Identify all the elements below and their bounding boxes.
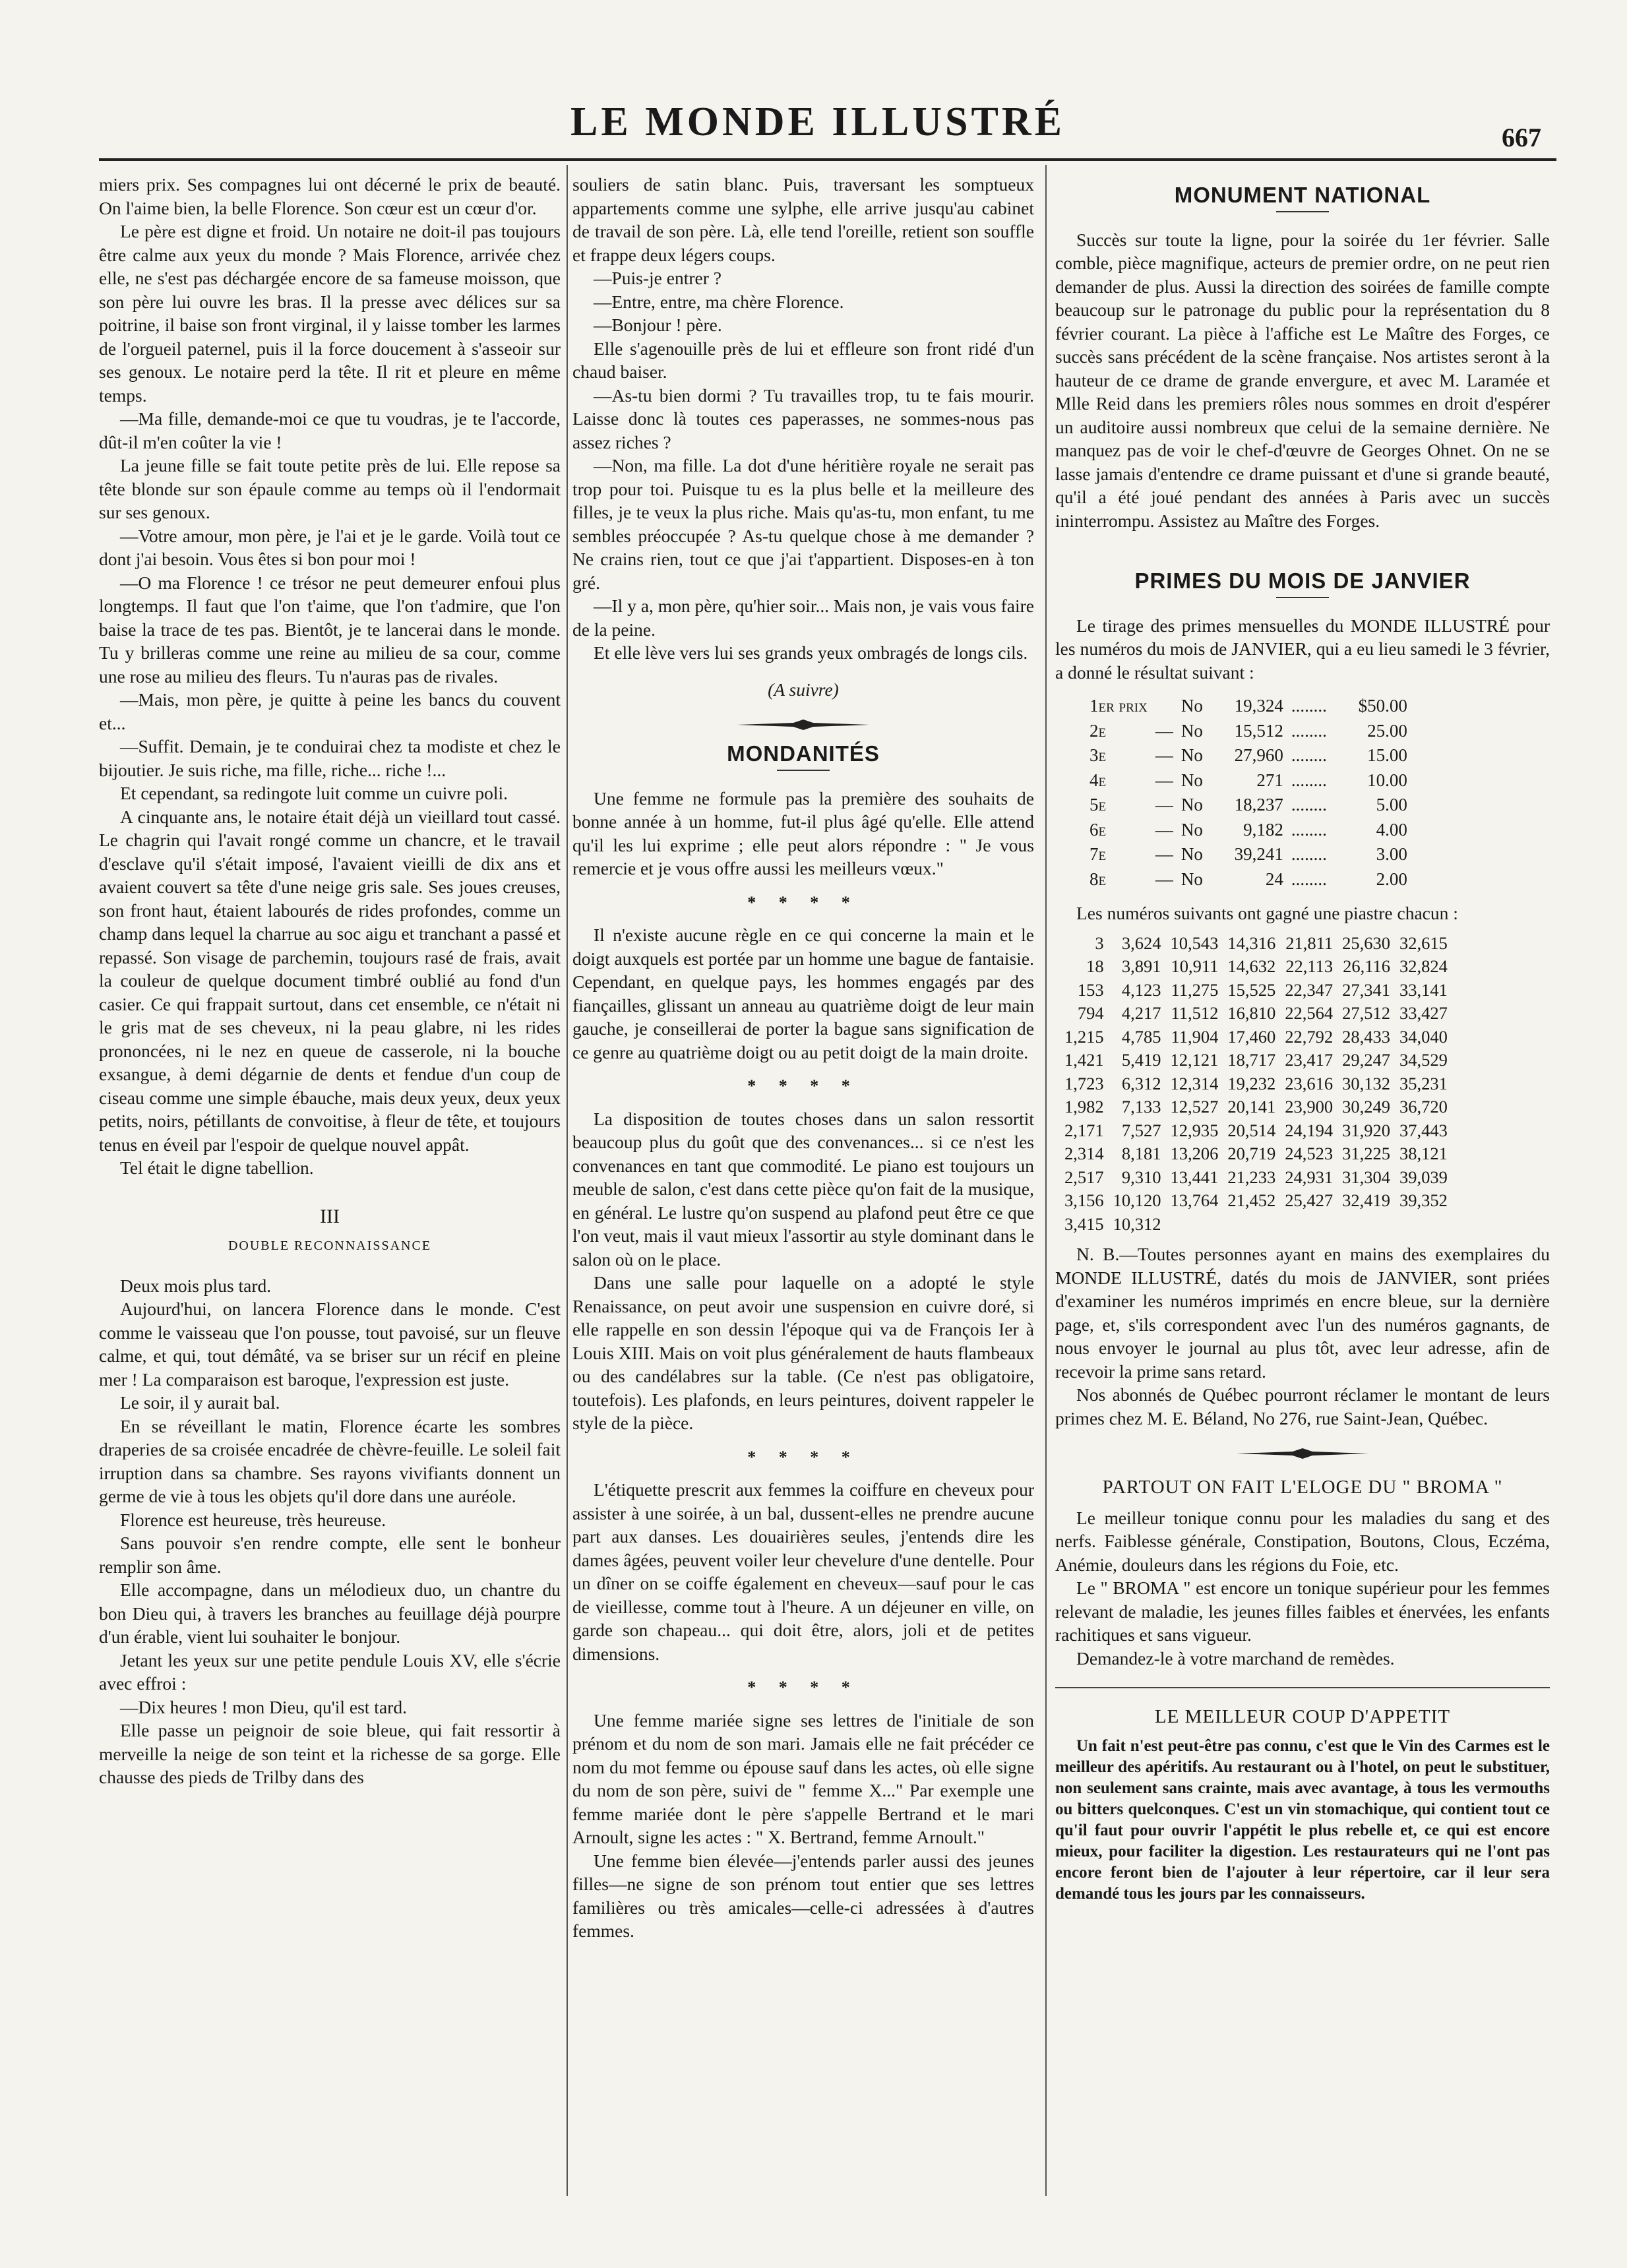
paragraph: L'étiquette prescrit aux femmes la coiffure en cheveux pour assister à une soirée, à un bal, dussent-elles ne prendre aucune part aux danses. Les douairières seules, j'entends dire les dames âgées, peuvent voiler leur chevelure d'une dentelle. Pour un dîner on se coiffe également en cheveux—sauf pour le cas de vieillesse, comme tout à l'heure. A un déjeuner en ville, on garde son chapeau... qui doit être, alors, joli et de petites dimensions. (572, 1479, 1034, 1664)
prize-dots: ........ (1291, 844, 1327, 864)
column-divider (1045, 165, 1047, 2196)
prize-number: 39,241 (1234, 844, 1283, 864)
winning-number: 10,312 (1113, 1213, 1161, 1234)
winning-number: 7,527 (1121, 1120, 1161, 1140)
winning-row (1055, 955, 1448, 979)
winning-row (1055, 1072, 1448, 1096)
winning-number: 23,616 (1285, 1073, 1334, 1093)
winning-number: 32,419 (1342, 1190, 1390, 1210)
prize-dash: — (1155, 819, 1173, 840)
winning-number: 3,156 (1064, 1190, 1104, 1210)
winning-number (1390, 1213, 1448, 1237)
paragraph: —Puis-je entrer ? (594, 268, 721, 288)
prize-number: 24 (1265, 869, 1283, 889)
winning-number: 11,275 (1171, 979, 1219, 1000)
winning-row (1055, 1166, 1448, 1190)
winning-number: 1,982 (1064, 1097, 1104, 1117)
winning-number: 3,415 (1064, 1213, 1104, 1234)
paragraph: Tel était le digne tabellion. (120, 1157, 314, 1178)
page-number: 667 (1502, 123, 1541, 152)
ornament-divider (572, 720, 1034, 730)
paragraph: Et cependant, sa redingote luit comme un cuivre poli. (120, 783, 508, 803)
winning-number: 29,247 (1342, 1050, 1390, 1070)
prize-no-label: No (1181, 696, 1203, 716)
winning-number: 38,121 (1399, 1144, 1448, 1163)
mondanites-heading: MONDANITÉS (727, 741, 880, 766)
winning-number (1333, 1213, 1390, 1237)
paragraph: Elle passe un peignoir de soie bleue, qui fait ressortir à merveille la neige de son teint et la richesse de sa gorge. Elle chausse des pieds de Trilby dans des (99, 1720, 561, 1787)
prize-amount: 5.00 (1376, 795, 1407, 814)
paragraph: Le soir, il y aurait bal. (120, 1392, 280, 1413)
winning-number: 20,514 (1227, 1120, 1276, 1140)
winning-number: 26,116 (1343, 956, 1390, 976)
winning-number: 2,517 (1064, 1167, 1104, 1187)
prize-amount: 3.00 (1376, 844, 1407, 864)
prize-no-label: No (1181, 745, 1203, 765)
prize-rank: 7e (1090, 844, 1107, 864)
column-3 (1055, 173, 1550, 1905)
heading-rule (777, 770, 830, 771)
section-rule (1055, 1687, 1550, 1688)
winning-number: 27,512 (1342, 1003, 1390, 1023)
paragraph: A cinquante ans, le notaire était déjà un vieillard tout cassé. Le chagrin qui l'avait rongé comme un chancre, et le travail d'esclave qu'il s'était imposé, l'avaient vieilli de dix ans et avaient couvert sa tête d'une neige gris sale. Ses joues creuses, son front haut, étaient labourés de rides profondes, comme un champ dans lequel la charrue au soc aigu et tranchant a passé et repassé. Son visage de parchemin, toujours rasé de frais, avait la couleur de quelque document timbré oublié au fond d'un casier. Ce qui frappait surtout, dans cet ensemble, ce n'était ni le gris mat de ses cheveux, ni la peau glabre, ni les rides prononcées, ni le nez en queue de casserole, ni la bouche exsangue, à demi dégarnie de dents et fendue d'un coup de ciseau comme une simple ébauche, mais deux yeux, deux yeux petits, noirs, pétillants de convoitise, à fleur de tête, et toujours tenus en éveil par l'espoir de quelque nouvel appât. (99, 806, 561, 1155)
paragraph: —Suffit. Demain, je te conduirai chez ta modiste et chez le bijoutier. Je suis riche, ma fille, riche... riche !... (99, 736, 561, 780)
paragraph: Le père est digne et froid. Un notaire ne doit-il pas toujours être calme aux yeux du monde ? Mais Florence, arrivée chez elle, ne s'est pas déchargée encore de sa fameuse moisson, que son père lui ouvre les bras. Il la presse avec délices sur sa poitrine, il baise son front virginal, il y laisse tomber les larmes de l'orgueil paternel, puis il la force doucement à s'asseoir sur ses genoux. Le notaire perd la tête. Il rit et pleure en même temps. (99, 221, 561, 406)
winning-number: 7,133 (1121, 1097, 1161, 1117)
paragraph: —Bonjour ! père. (594, 315, 722, 335)
winning-number: 23,900 (1285, 1097, 1334, 1117)
winning-number: 13,206 (1170, 1144, 1219, 1163)
to-be-continued: (A suivre) (768, 679, 839, 700)
paragraph: En se réveillant le matin, Florence écarte les sombres draperies de sa croisée encadrée de chèvre-feuille. Le soleil fait irruption dans sa chambre. Ses rayons vivifiants donnent un germe de vie à tous les objets qu'il dore dans une auréole. (99, 1415, 561, 1506)
winning-row (1055, 1119, 1448, 1143)
paragraph: —Mais, mon père, je quitte à peine les bancs du couvent et... (99, 689, 561, 733)
prize-number: 27,960 (1234, 745, 1283, 765)
winning-number: 10,120 (1113, 1190, 1161, 1210)
winning-number: 3,624 (1121, 933, 1161, 953)
winning-row (1055, 1189, 1448, 1213)
winning-number: 10,911 (1171, 956, 1219, 976)
paragraph: —Non, ma fille. La dot d'une héritière royale ne serait pas trop pour toi. Puisque tu es la plus belle et la meilleure des filles, je te veux la plus riche. Mais qu'as-tu, mon enfant, tu me sembles préoccupée ? As-tu quelque chose à me demander ? Ne crains rien, tout ce que j'ai t'appartient. Disposes-en à ton gré. (572, 455, 1034, 593)
paragraph: Les numéros suivants ont gagné une piastre chacun : (1076, 903, 1458, 923)
winning-number: 21,452 (1227, 1190, 1276, 1210)
winning-number: 24,523 (1285, 1144, 1334, 1163)
paragraph: Dans une salle pour laquelle on a adopté le style Renaissance, on peut avoir une suspension en cuivre doré, si elle rappelle en son dessin l'époque qui va de François Ier à Louis XIII. Mais on voit plus généralement de hauts flambeaux ou des candélabres sur la table. (Ce n'est pas obligatoire, toutefois). Les plafonds, en leurs peintures, doivent rappeler le style de la pièce. (572, 1272, 1034, 1433)
paragraph: Le " BROMA " est encore un tonique supérieur pour les femmes relevant de maladie, les jeunes filles faibles et énervées, les enfants rachitiques et sans vigueur. (1055, 1578, 1550, 1645)
winning-number: 12,314 (1170, 1073, 1219, 1093)
winning-number: 10,543 (1170, 933, 1219, 953)
paragraph: —O ma Florence ! ce trésor ne peut demeurer enfoui plus longtemps. Il faut que l'on t'aime, que l'on t'admire, que l'on baise la trace de tes pas. Bientôt, je te lancerai dans le monde. Tu y brilleras comme une reine au milieu de sa cour, comme une rose au milieu des fleurs. Tu n'auras pas de rivales. (99, 572, 561, 687)
prize-row (1090, 769, 1414, 793)
paragraph: La disposition de toutes choses dans un salon ressortit beaucoup plus du goût que des convenances... si ce n'est les convenances en tant que commodité. Le piano est toujours un meuble de salon, c'est dans cette pièce qu'on fait de la musique, en général. Le lustre qu'on suspend au plafond peut être ce que l'on veut, mais il vaut mieux l'assortir au style dominant dans le salon où on le place. (572, 1108, 1034, 1270)
winning-row (1055, 979, 1448, 1002)
winning-number: 37,443 (1399, 1120, 1448, 1140)
prize-row (1090, 744, 1414, 768)
winning-number: 4,785 (1121, 1026, 1161, 1047)
winning-number: 35,231 (1399, 1073, 1448, 1093)
stars-divider: * * * * (747, 1678, 859, 1697)
primes-heading: PRIMES DU MOIS DE JANVIER (1134, 568, 1471, 593)
paragraph: Un fait n'est peut-être pas connu, c'est que le Vin des Carmes est le meilleur des apéritifs. Au restaurant ou à l'hotel, on peut le substituer, non seulement sans crainte, mais avec avantage, à tous les vermouths ou bitters quelconques. C'est un vin stomachique, qui contient tout ce qu'il faut pour ouvrir l'appétit le plus rebelle et, ce qui est encore mieux, pour faciliter la digestion. Les restaurateurs qui ne l'ont pas encore feront bien de l'ajouter à leur répertoire, car il leur sera demandé tous les jours par les connaisseurs. (1055, 1736, 1550, 1903)
winning-numbers-table (1055, 932, 1448, 1237)
winning-number: 2,171 (1064, 1120, 1104, 1140)
stars-divider: * * * * (747, 1076, 859, 1095)
paragraph: Une femme bien élevée—j'entends parler aussi des jeunes filles—ne signe de son prénom tout entier que ses lettres familières ou très amicales—celle-ci adressées à d'autres femmes. (572, 1850, 1034, 1941)
paragraph: souliers de satin blanc. Puis, traversant les somptueux appartements comme une sylphe, elle arrive jusqu'au cabinet de travail de son père. Là, elle tend l'oreille, retient son souffle et frappe deux légers coups. (572, 174, 1034, 265)
winning-number: 3 (1095, 933, 1104, 953)
winning-number: 22,792 (1285, 1026, 1334, 1047)
broma-heading: PARTOUT ON FAIT L'ELOGE DU " BROMA " (1102, 1477, 1503, 1498)
section-number: III (320, 1205, 340, 1227)
prize-dash: — (1155, 770, 1173, 790)
paragraph: Sans pouvoir s'en rendre compte, elle sent le bonheur remplir son âme. (99, 1533, 561, 1577)
winning-number: 30,249 (1342, 1097, 1390, 1117)
section-title: DOUBLE RECONNAISSANCE (228, 1239, 432, 1253)
paragraph: —As-tu bien dormi ? Tu travailles trop, tu te fais mourir. Laisse donc là toutes ces paperasses, ne sommes-nous pas assez riches ? (572, 384, 1034, 452)
prize-row (1090, 793, 1414, 817)
winning-number: 22,347 (1285, 979, 1334, 1000)
winning-number: 31,304 (1342, 1167, 1390, 1187)
winning-number: 11,512 (1171, 1003, 1219, 1023)
prize-dash: — (1155, 869, 1173, 889)
winning-row (1055, 1026, 1448, 1049)
prize-no-label: No (1181, 819, 1203, 840)
ornament-divider (1055, 1448, 1550, 1459)
winning-number: 15,525 (1227, 979, 1276, 1000)
paragraph: —Il y a, mon père, qu'hier soir... Mais non, je vais vous faire de la peine. (572, 596, 1034, 640)
winning-number: 31,920 (1342, 1120, 1390, 1140)
prize-dots: ........ (1291, 720, 1327, 741)
paragraph: Demandez-le à votre marchand de remèdes. (1076, 1647, 1395, 1669)
winning-row (1055, 1213, 1448, 1237)
prize-row (1090, 843, 1414, 867)
prize-amount: 15.00 (1367, 745, 1407, 765)
header-rule (99, 158, 1556, 161)
winning-number: 1,215 (1064, 1026, 1104, 1047)
prize-dash (1155, 694, 1180, 718)
prize-no-label: No (1181, 795, 1203, 814)
paragraph: Il n'existe aucune règle en ce qui concerne la main et le doigt auxquels est portée par un homme une bague de fantaisie. Cependant, en quelque pays, les hommes engagés par des fiançailles, glissant un anneau au quatrième doigt de leur main gauche, je conseillerai de porter la bague sans signification de ce genre au quatrième doigt ou au petit doigt de la main droite. (572, 925, 1034, 1062)
winning-number: 12,527 (1170, 1097, 1219, 1117)
ornament-icon (737, 720, 869, 730)
prize-rank: 2e (1090, 720, 1107, 741)
winning-number: 22,564 (1285, 1003, 1334, 1023)
paragraph: Succès sur toute la ligne, pour la soirée du 1er février. Salle comble, pièce magnifique, acteurs de premier ordre, on ne peut rien demander de plus. Aussi la direction des soirées de famille compte beaucoup sur le patronage du public pour la représentation du 8 février courant. La pièce à l'affiche est Le Maître des Forges, ce succès sans précédent de la scène française. Nos artistes seront à la hauteur de ce drame de grande envergure, et avec M. Laramée et Mlle Reid dans les premiers rôles nous sommes en droit d'espérer un auditoire aussi nombreux que celui de la semaine dernière. Ne manquez pas de voir le chef-d'œuvre de Georges Ohnet. On ne se lasse jamais d'entendre ce drame puissant et d'une si grande beauté, qu'il a été joué pendant des années à Paris avec un succès ininterrompu. Assistez au Maître des Forges. (1055, 229, 1550, 531)
winning-number: 794 (1077, 1003, 1104, 1023)
winning-number: 39,352 (1399, 1190, 1448, 1210)
prize-dots: ........ (1291, 770, 1327, 790)
paragraph: Nos abonnés de Québec pourront réclamer le montant de leurs primes chez M. E. Béland, No 276, rue Saint-Jean, Québec. (1055, 1384, 1550, 1428)
prize-number: 9,182 (1243, 819, 1283, 840)
winning-number: 20,719 (1227, 1144, 1276, 1163)
winning-number: 30,132 (1342, 1073, 1390, 1093)
prize-dots: ........ (1291, 795, 1327, 814)
winning-number: 5,419 (1121, 1050, 1161, 1070)
winning-number: 4,123 (1121, 979, 1161, 1000)
prize-dots: ........ (1291, 819, 1327, 840)
winning-number: 18 (1086, 956, 1104, 976)
winning-number: 17,460 (1227, 1026, 1276, 1047)
prize-amount: $50.00 (1358, 696, 1407, 716)
column-2 (572, 173, 1034, 1943)
winning-number: 39,039 (1399, 1167, 1448, 1187)
winning-number: 1,723 (1064, 1073, 1104, 1093)
prize-table (1088, 693, 1415, 892)
heading-rule (1276, 597, 1329, 598)
winning-number: 14,632 (1227, 956, 1276, 976)
paragraph: Une femme ne formule pas la première des souhaits de bonne année à un homme, fut-il plus âgé qu'elle. Elle attend qu'il les lui exprime ; elle peut alors répondre : " Je vous remercie et je vous offre aussi les meilleurs vœux." (572, 787, 1034, 878)
winning-number: 24,931 (1285, 1167, 1334, 1187)
paragraph: La jeune fille se fait toute petite près de lui. Elle repose sa tête blonde sur son épaule comme au temps où il l'endormait sur ses genoux. (99, 455, 561, 522)
column-divider (567, 165, 568, 2196)
winning-row (1055, 932, 1448, 956)
winning-number: 32,615 (1399, 933, 1448, 953)
winning-number: 24,194 (1285, 1120, 1334, 1140)
winning-number: 20,141 (1227, 1097, 1276, 1117)
winning-row (1055, 1095, 1448, 1119)
prize-rank: 4e (1090, 770, 1107, 790)
prize-dash: — (1155, 795, 1173, 814)
winning-number (1275, 1213, 1333, 1237)
prize-number: 271 (1256, 770, 1283, 790)
paragraph: —Entre, entre, ma chère Florence. (594, 291, 844, 312)
winning-row (1055, 1002, 1448, 1026)
winning-number: 23,417 (1285, 1050, 1334, 1070)
winning-number: 12,935 (1170, 1120, 1219, 1140)
prize-amount: 4.00 (1376, 819, 1407, 840)
paragraph: Elle accompagne, dans un mélodieux duo, un chantre du bon Dieu qui, à travers les branches au feuillage déjà pourpre d'un érable, vient lui souhaiter le bonjour. (99, 1579, 561, 1647)
winning-number: 8,181 (1121, 1144, 1161, 1163)
winning-number: 21,233 (1227, 1167, 1276, 1187)
paragraph: —Dix heures ! mon Dieu, qu'il est tard. (120, 1696, 407, 1717)
winning-number: 16,810 (1227, 1003, 1276, 1023)
appetit-heading: LE MEILLEUR COUP D'APPETIT (1154, 1706, 1451, 1727)
winning-number: 25,630 (1342, 933, 1390, 953)
paragraph: Florence est heureuse, très heureuse. (120, 1509, 386, 1530)
prize-row (1090, 720, 1414, 743)
prize-amount: 10.00 (1367, 770, 1407, 790)
prize-amount: 25.00 (1367, 720, 1407, 741)
paragraph: Deux mois plus tard. (120, 1275, 272, 1296)
paragraph: Le tirage des primes mensuelles du MONDE ILLUSTRÉ pour les numéros du mois de JANVIER, qui a eu lieu samedi le 3 février, a donné le résultat suivant : (1055, 615, 1550, 683)
winning-number: 28,433 (1342, 1026, 1390, 1047)
stars-divider: * * * * (747, 892, 859, 912)
prize-dash: — (1155, 844, 1173, 864)
winning-number: 22,113 (1285, 956, 1334, 976)
prize-row (1090, 694, 1414, 718)
prize-rank: 6e (1090, 819, 1107, 840)
prize-rank: 8e (1090, 869, 1107, 889)
winning-number: 21,811 (1285, 933, 1334, 953)
prize-dots: ........ (1291, 696, 1327, 716)
winning-number: 33,141 (1399, 979, 1448, 1000)
winning-number: 12,121 (1170, 1050, 1219, 1070)
prize-dots: ........ (1291, 869, 1327, 889)
paragraph: —Votre amour, mon père, je l'ai et je le garde. Voilà tout ce dont j'ai besoin. Vous êtes si bon pour moi ! (99, 525, 561, 569)
winning-number: 34,529 (1399, 1050, 1448, 1070)
winning-number: 33,427 (1399, 1003, 1448, 1023)
masthead-title: LE MONDE ILLUSTRÉ (570, 100, 1065, 144)
paragraph: N. B.—Toutes personnes ayant en mains des exemplaires du MONDE ILLUSTRÉ, datés du mois de JANVIER, sont priées d'examiner les numéros imprimés en encre bleue, sur la dernière page, et, s'ils correspondent avec l'un des numéros gagnants, de nous envoyer le journal au plus tôt, avec leur adresse, afin de recevoir la prime sans retard. (1055, 1244, 1550, 1382)
spacer (1055, 532, 1550, 559)
winning-row (1055, 1142, 1448, 1166)
winning-number: 36,720 (1399, 1097, 1448, 1117)
paragraph: Et elle lève vers lui ses grands yeux ombragés de longs cils. (594, 642, 1028, 663)
prize-dots: ........ (1291, 745, 1327, 765)
prize-no-label: No (1181, 869, 1203, 889)
appetit-block (1055, 1736, 1550, 1905)
winning-number: 4,217 (1121, 1003, 1161, 1023)
paragraph: miers prix. Ses compagnes lui ont décerné le prix de beauté. On l'aime bien, la belle Florence. Son cœur est un cœur d'or. (99, 174, 561, 218)
monument-heading: MONUMENT NATIONAL (1174, 183, 1431, 207)
paragraph: Le meilleur tonique connu pour les maladies du sang et des nerfs. Faiblesse générale, Constipation, Boutons, Clous, Eczéma, Anémie, douleurs dans les régions du Foie, etc. (1055, 1507, 1550, 1575)
winning-number: 9,310 (1121, 1167, 1161, 1187)
winning-number: 11,904 (1171, 1026, 1219, 1047)
stars-divider: * * * * (747, 1447, 859, 1467)
prize-rank: 3e (1090, 745, 1107, 765)
winning-number: 19,232 (1227, 1073, 1276, 1093)
prize-dash: — (1155, 720, 1173, 741)
winning-number: 31,225 (1342, 1144, 1390, 1163)
winning-number: 25,427 (1285, 1190, 1334, 1210)
prize-rank: 1er prix (1090, 696, 1148, 716)
winning-number: 6,312 (1121, 1073, 1161, 1093)
paragraph: Aujourd'hui, on lancera Florence dans le monde. C'est comme le vaisseau que l'on pousse, tout pavoisé, sur un fleuve calme, et qui, tout démâté, va se briser sur un récif en pleine mer ! La comparaison est baroque, l'expression est juste. (99, 1299, 561, 1390)
winning-number: 13,764 (1170, 1190, 1219, 1210)
prize-number: 19,324 (1234, 696, 1283, 716)
winning-number (1218, 1213, 1275, 1237)
prize-rank: 5e (1090, 795, 1107, 814)
prize-dash: — (1155, 745, 1173, 765)
prize-no-label: No (1181, 770, 1203, 790)
prize-amount: 2.00 (1376, 869, 1407, 889)
paragraph: —Ma fille, demande-moi ce que tu voudras, je te l'accorde, dût-il m'en coûter la vie ! (99, 408, 561, 452)
prize-number: 18,237 (1234, 795, 1283, 814)
winning-number: 1,421 (1064, 1050, 1104, 1070)
ornament-icon (1237, 1448, 1368, 1459)
paragraph: Jetant les yeux sur une petite pendule Louis XV, elle s'écrie avec effroi : (99, 1649, 561, 1694)
heading-rule (1276, 211, 1329, 212)
paragraph: Une femme mariée signe ses lettres de l'initiale de son prénom et du nom de son mari. Jamais elle ne fait précéder ce nom du mot femme ou épouse sauf dans les actes, où elle signe du nom de son père, suivi de " femme X..." Par exemple une femme mariée dont le père s'appelle Bertrand et le mari Arnoult, signe les actes : " X. Bertrand, femme Arnoult." (572, 1709, 1034, 1847)
prize-row (1090, 818, 1414, 842)
winning-number: 18,717 (1227, 1050, 1276, 1070)
prize-no-label: No (1181, 844, 1203, 864)
winning-number: 14,316 (1227, 933, 1276, 953)
winning-number: 27,341 (1342, 979, 1390, 1000)
winning-number: 34,040 (1399, 1026, 1448, 1047)
paragraph: Elle s'agenouille près de lui et effleure son front ridé d'un chaud baiser. (572, 338, 1034, 382)
winning-number: 32,824 (1399, 956, 1448, 976)
column-1 (99, 173, 561, 1789)
winning-row (1055, 1049, 1448, 1072)
prize-row (1090, 868, 1414, 892)
winning-number (1161, 1213, 1219, 1237)
prize-no-label: No (1181, 720, 1203, 741)
prize-number: 15,512 (1234, 720, 1283, 741)
winning-number: 153 (1077, 979, 1104, 1000)
winning-number: 3,891 (1121, 956, 1161, 976)
winning-number: 13,441 (1170, 1167, 1219, 1187)
winning-number: 2,314 (1064, 1144, 1104, 1163)
